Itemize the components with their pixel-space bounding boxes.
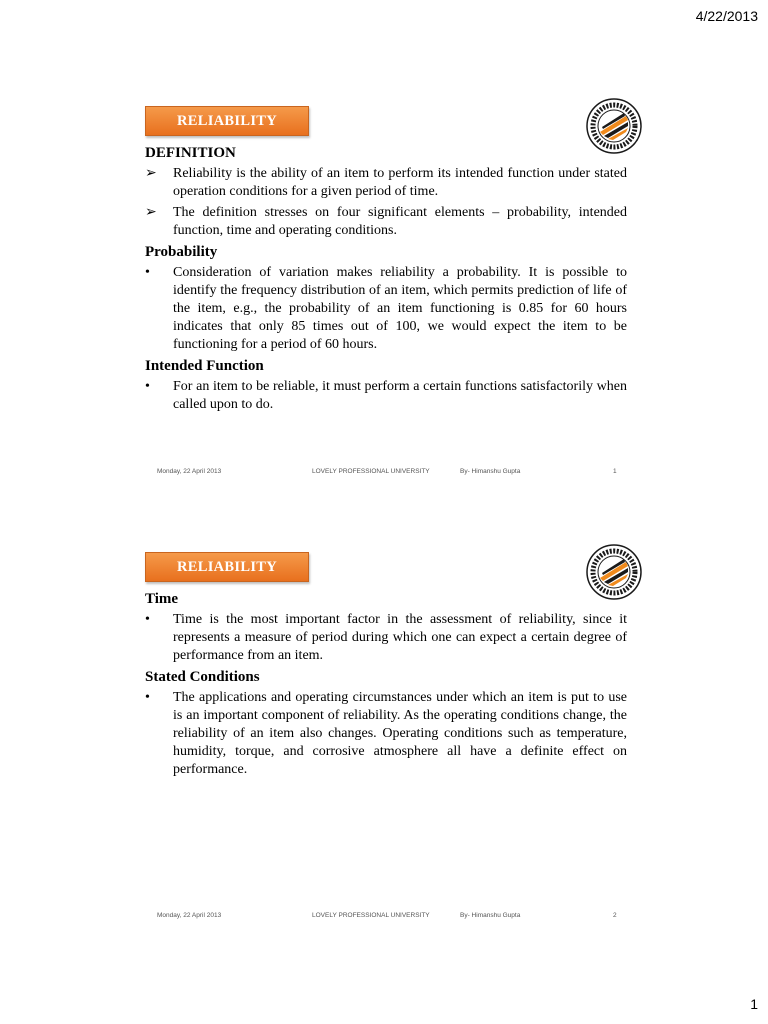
- list-item: [145, 264, 627, 354]
- bullet-icon: •: [145, 265, 150, 280]
- bullet-icon: •: [145, 690, 150, 705]
- list-item: [145, 611, 627, 665]
- footer-date: Monday, 22 April 2013: [157, 912, 222, 919]
- bullet-icon: •: [145, 612, 150, 627]
- section-heading: Intended Function: [145, 358, 264, 374]
- list-item: [145, 204, 627, 240]
- slide-1: [0, 70, 768, 510]
- list-item: [145, 378, 627, 414]
- slide-content: [145, 142, 627, 417]
- footer-author: By- Himanshu Gupta: [460, 468, 521, 475]
- list-item-text: For an item to be reliable, it must perform a certain functions satisfactorily when called upon to do.: [173, 379, 627, 412]
- list-item-text: Time is the most important factor in the assessment of reliability, since it represents a measure of period during which one can expect a certain degree of performance from an item.: [173, 612, 627, 663]
- list-item-text: Reliability is the ability of an item to perform its intended function under stated operation conditions for a given period of time.: [173, 166, 627, 199]
- list-item-text: The definition stresses on four significant elements – probability, intended function, time and operating conditions.: [173, 205, 627, 238]
- arrow-bullet-icon: ➢: [145, 205, 157, 220]
- footer-university: LOVELY PROFESSIONAL UNIVERSITY: [312, 468, 430, 475]
- list-item-text: Consideration of variation makes reliability a probability. It is possible to identify the frequency distribution of an item, which permits prediction of life of the item, e.g., the probability of an item functioning is 0.85 for 60 hours indicates that only 85 times out of 100, we would expect the item to be functioning for a period of 60 hours.: [173, 265, 627, 352]
- section-heading: DEFINITION: [145, 145, 236, 161]
- section-heading: Stated Conditions: [145, 669, 260, 685]
- slide-content: [145, 588, 627, 782]
- arrow-bullet-icon: ➢: [145, 166, 157, 181]
- list-item: [145, 165, 627, 201]
- bullet-icon: •: [145, 379, 150, 394]
- slide-2: [0, 520, 768, 960]
- slide-title: RELIABILITY: [145, 552, 309, 582]
- slide-title: RELIABILITY: [145, 106, 309, 136]
- footer-university: LOVELY PROFESSIONAL UNIVERSITY: [312, 912, 430, 919]
- footer-slide-number: 1: [613, 468, 617, 475]
- list-item-text: The applications and operating circumstances under which an item is put to use is an important component of reliability. As the operating conditions change, the reliability of an item also changes. Operating conditions such as temperature, humidity, torque, and corrosive atmosphere all have a definite effect on performance.: [173, 690, 627, 777]
- section-heading: Time: [145, 591, 179, 607]
- page-number: 1: [750, 996, 758, 1012]
- page-date: 4/22/2013: [695, 8, 758, 24]
- footer-date: Monday, 22 April 2013: [157, 468, 222, 475]
- section-heading: Probability: [145, 244, 218, 260]
- footer-author: By- Himanshu Gupta: [460, 912, 521, 919]
- list-item: [145, 689, 627, 779]
- footer-slide-number: 2: [613, 912, 617, 919]
